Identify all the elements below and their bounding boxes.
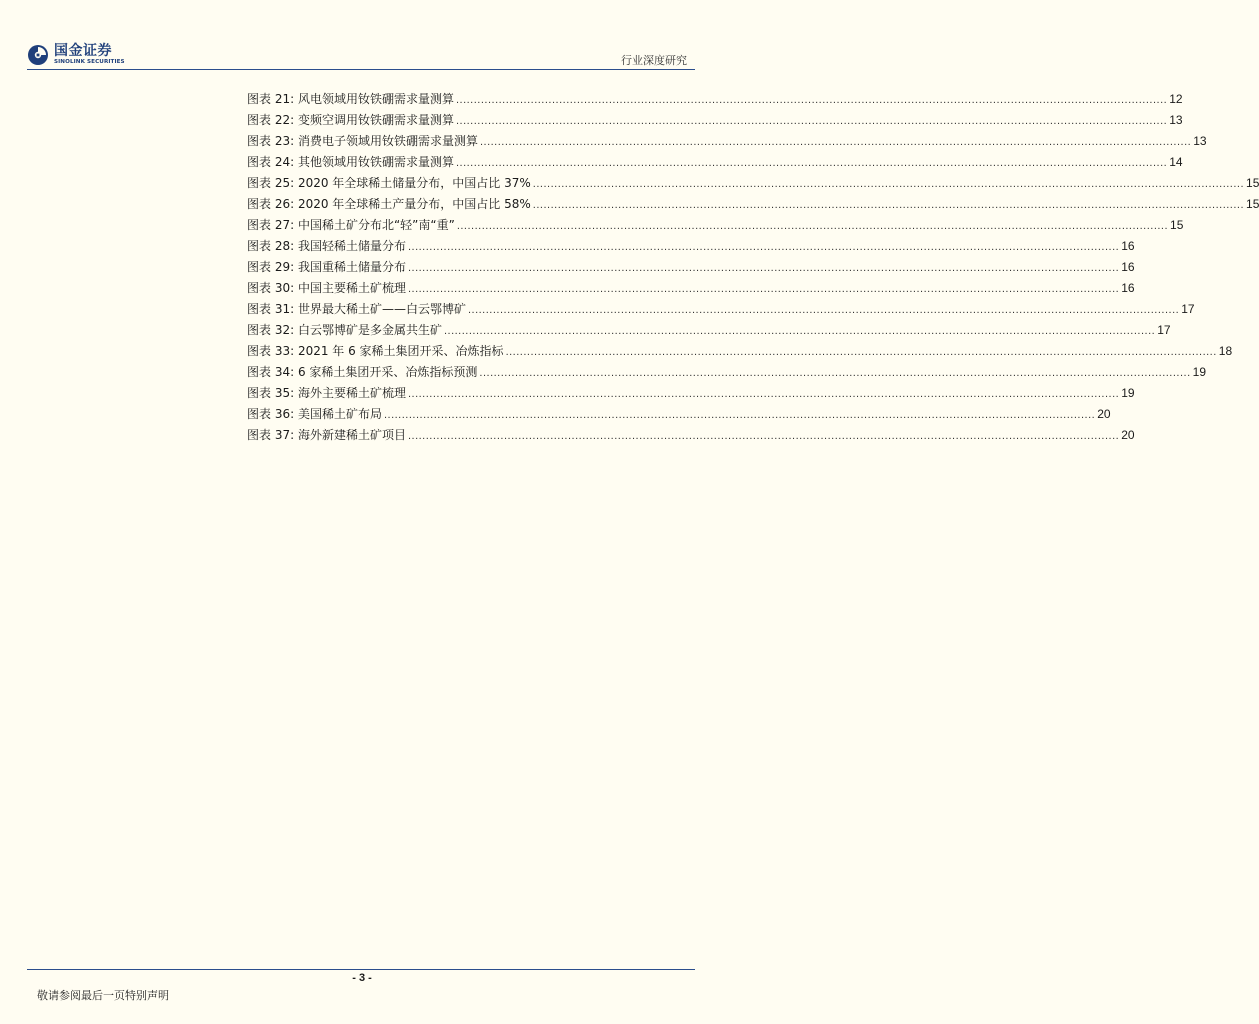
toc-leader-dots: ........................................................................................................................................................................................................: [407, 241, 1120, 253]
toc-entry-label: 图表 30: 中国主要稀土矿梳理: [247, 281, 406, 295]
toc-entry-label: 图表 37: 海外新建稀土矿项目: [247, 428, 406, 442]
toc-entry-label: 图表 24: 其他领域用钕铁硼需求量测算: [247, 155, 454, 169]
toc-entry[interactable]: [247, 320, 1171, 341]
toc-leader-dots: ........................................................................................................................................................................................................: [467, 304, 1180, 316]
toc-entry-label: 图表 27: 中国稀土矿分布北“轻”南“重”: [247, 218, 455, 232]
toc-leader-dots: ........................................................................................................................................................................................................: [455, 157, 1168, 169]
toc-entry[interactable]: [247, 173, 1259, 194]
toc-entry-page: 17: [1181, 302, 1195, 316]
toc-leader-dots: ........................................................................................................................................................................................................: [479, 136, 1192, 148]
toc-leader-dots: ........................................................................................................................................................................................................: [455, 94, 1168, 106]
toc-leader-dots: ........................................................................................................................................................................................................: [456, 220, 1169, 232]
toc-entry-page: 18: [1218, 344, 1233, 358]
toc-entry-page: 19: [1121, 386, 1135, 400]
toc-leader-dots: ........................................................................................................................................................................................................: [407, 262, 1120, 274]
toc-entry-label: 图表 25: 2020 年全球稀土储量分布，中国占比 37%: [247, 176, 531, 190]
toc-entry-label: 图表 36: 美国稀土矿布局: [247, 407, 382, 421]
toc-leader-dots: ........................................................................................................................................................................................................: [479, 367, 1191, 379]
toc-entry[interactable]: [247, 425, 1135, 446]
toc-entry-label: 图表 21: 风电领域用钕铁硼需求量测算: [247, 92, 454, 106]
brand-name-en: SINOLINK SECURITIES: [54, 59, 125, 66]
toc-leader-dots: ........................................................................................................................................................................................................: [532, 199, 1245, 211]
toc-leader-dots: ........................................................................................................................................................................................................: [443, 325, 1156, 337]
toc-entry[interactable]: [247, 110, 1183, 131]
toc-entry-page: 16: [1121, 260, 1135, 274]
toc-leader-dots: ........................................................................................................................................................................................................: [407, 283, 1120, 295]
toc-entry-label: 图表 35: 海外主要稀土矿梳理: [247, 386, 406, 400]
toc-entry-page: 13: [1193, 134, 1207, 148]
toc-entry-label: 图表 28: 我国轻稀土储量分布: [247, 239, 406, 253]
toc-entry[interactable]: [247, 383, 1135, 404]
toc-entry-page: 16: [1121, 281, 1135, 295]
toc-entry-label: 图表 34: 6 家稀土集团开采、冶炼指标预测: [247, 365, 478, 379]
toc-leader-dots: ........................................................................................................................................................................................................: [383, 409, 1096, 421]
table-of-figures: [247, 89, 1259, 446]
page-number: - 3 -: [352, 972, 372, 984]
toc-entry-label: 图表 32: 白云鄂博矿是多金属共生矿: [247, 323, 442, 337]
toc-leader-dots: ........................................................................................................................................................................................................: [407, 388, 1120, 400]
toc-entry[interactable]: [247, 362, 1206, 383]
toc-entry-page: 15: [1170, 218, 1184, 232]
toc-entry-label: 图表 29: 我国重稀土储量分布: [247, 260, 406, 274]
toc-entry[interactable]: [247, 257, 1135, 278]
toc-entry-page: 20: [1097, 407, 1111, 421]
toc-leader-dots: ........................................................................................................................................................................................................: [532, 178, 1245, 190]
footer-divider: [27, 969, 695, 970]
toc-entry[interactable]: [247, 89, 1183, 110]
toc-entry[interactable]: [247, 131, 1207, 152]
toc-entry[interactable]: [247, 215, 1184, 236]
toc-entry-label: 图表 22: 变频空调用钕铁硼需求量测算: [247, 113, 454, 127]
logo-mark-icon: [27, 44, 49, 66]
toc-entry-page: 16: [1121, 239, 1135, 253]
report-type: 行业深度研究: [621, 54, 687, 67]
toc-entry-label: 图表 23: 消费电子领域用钕铁硼需求量测算: [247, 134, 478, 148]
toc-leader-dots: ........................................................................................................................................................................................................: [505, 346, 1217, 358]
toc-entry-page: 13: [1169, 113, 1183, 127]
toc-entry-page: 15: [1246, 176, 1259, 190]
toc-entry[interactable]: [247, 152, 1183, 173]
toc-entry[interactable]: [247, 236, 1135, 257]
toc-entry-page: 12: [1169, 92, 1183, 106]
toc-entry[interactable]: [247, 278, 1135, 299]
toc-entry-page: 17: [1157, 323, 1171, 337]
brand-logo: [27, 41, 125, 69]
header-divider: [27, 69, 695, 70]
brand-name-cn: 国金证券: [54, 43, 112, 60]
toc-leader-dots: ........................................................................................................................................................................................................: [407, 430, 1120, 442]
toc-entry[interactable]: [247, 194, 1259, 215]
disclaimer-text: 敬请参阅最后一页特别声明: [37, 989, 169, 1002]
toc-entry[interactable]: [247, 341, 1233, 362]
page-header: [0, 0, 724, 72]
toc-entry-label: 图表 31: 世界最大稀土矿——白云鄂博矿: [247, 302, 466, 316]
toc-entry[interactable]: [247, 404, 1111, 425]
toc-leader-dots: ........................................................................................................................................................................................................: [455, 115, 1168, 127]
toc-entry-page: 15: [1246, 197, 1259, 211]
toc-entry-page: 20: [1121, 428, 1135, 442]
toc-entry-page: 14: [1169, 155, 1183, 169]
toc-entry-label: 图表 33: 2021 年 6 家稀土集团开采、冶炼指标: [247, 344, 504, 358]
toc-entry-page: 19: [1192, 365, 1206, 379]
toc-entry-label: 图表 26: 2020 年全球稀土产量分布，中国占比 58%: [247, 197, 531, 211]
toc-entry[interactable]: [247, 299, 1195, 320]
